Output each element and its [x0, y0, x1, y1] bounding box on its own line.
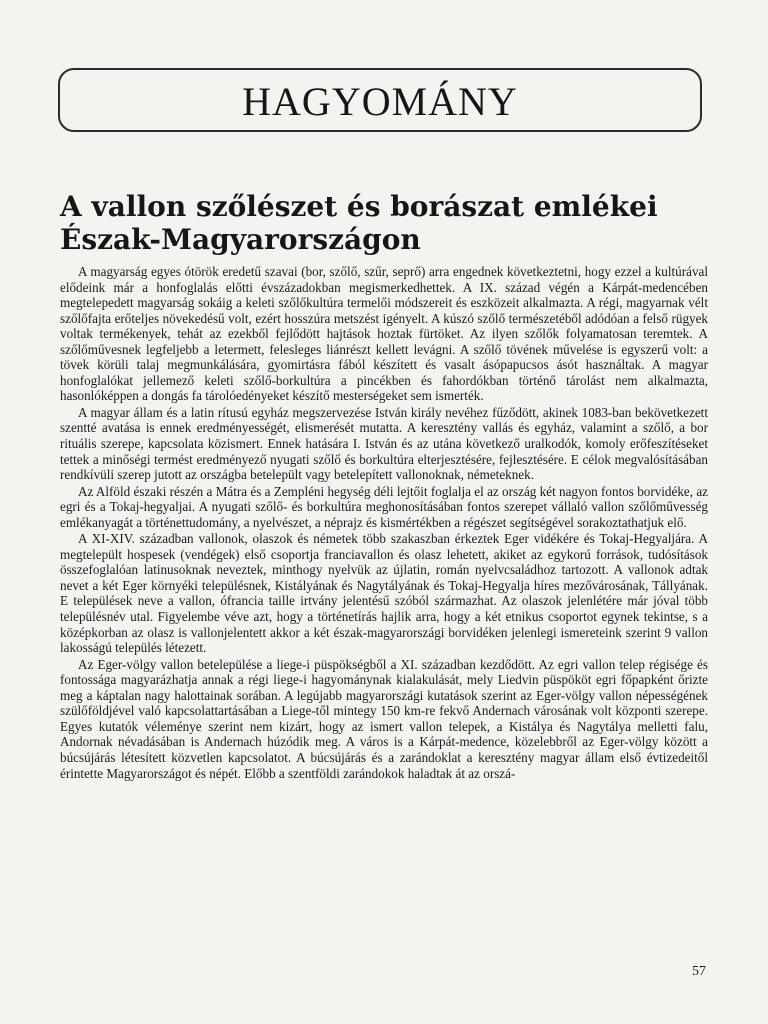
article-title: A vallon szőlészet és borászat emlékei Észak-Magyarországon	[60, 190, 658, 256]
section-title: HAGYOMÁNY	[242, 78, 518, 124]
page-number: 57	[692, 964, 706, 979]
paragraph-2: A magyar állam és a latin rítusú egyház megszervezése István király nevéhez fűződött, akinek 1083-ban bekövetkezett szentté avatása is ennek eredményességét, elismerését mutatta. A keresztény vallás és egyház, valamint a szőlő, a bor rituális szerepe, kapcsolata közismert. Ennek hatására I. István és az utána következő uralkodók, komoly erőfeszítéseket tettek a minőségi termést eredményező nyugati szőlő és borkultúra elterjesztésére, fejlesztésére. E célok megvalósításában rendkívüli szerep jutott az országba betelepült vagy betelepített vallonoknak, németeknek.	[60, 404, 708, 483]
paragraph-1: A magyarság egyes ótörök eredetű szavai (bor, szőlő, szűr, seprő) arra engednek következtetni, hogy ezzel a kultúrával elődeink már a honfoglalás előtti évszázadokban megismerkedhettek. A IX. század végén a Kárpát-medencében megtelepedett magyarság sokáig a keleti szőlőkultúra termelői módszereit és eszközeit alkalmazta. A régi, magyarnak vélt szőlőfajta erőteljes növekedésű volt, ezért hosszúra metszést igényelt. A kúszó szőlő természetéből adódóan a felső rügyek voltak termékenyek, tehát az ezekből fejlődött hajtások hoztak fürtöket. Az ilyen szőlők folyamatosan teremtek. A szőlőművesnek legfeljebb a letermett, felesleges liánrészt kellett levágni. A szőlő tövének művelése is egyszerű volt: a tövek körüli talaj megmunkálására, gyomirtásra fából készített és vasalt ásópapucsos ásót használtak. A magyar honfoglalókat jellemező keleti szőlő-borkultúra a pincékben és fahordókban történő tárolást nem alkalmazta, hasonlóképpen a dongás fa tárolóedényeket készítő mesterségeket sem ismerték.	[60, 264, 708, 404]
article-body	[60, 264, 708, 782]
section-header-frame	[58, 68, 702, 132]
paragraph-3: Az Alföld északi részén a Mátra és a Zempléni hegység déli lejtőit foglalja el az ország két nagyon fontos borvidéke, az egri és a Tokaj-hegyaljai. A nyugati szőlő- és borkultúra meghonosításában fontos szerepet vállaló vallon szőlőművesség emlékanyagát a történettudomány, a nyelvészet, a néprajz és kismértékben a régészet segítségével sorakoztathatjuk elő.	[60, 483, 708, 530]
paragraph-5: Az Eger-völgy vallon betelepülése a liege-i püspökségből a XI. században kezdődött. Az egri vallon telep régisége és fontossága magyarázhatja annak a régi liege-i hagyománynak kialakulását, mely Liedvin püspököt egri főpapként őrizte meg a káptalan nagy halottainak sorában. A legújabb magyarországi kutatások szerint az Eger-völgy vallon népességének szülőföldjével való kapcsolattartásában a Liege-től mintegy 150 km-re fekvő Andernach városának volt központi szerepe. Egyes kutatók véleménye szerint nem kizárt, hogy az ismert vallon telepek, a Kistálya és Nagytálya melletti falu, Andornak névadásában is Andernach húzódik meg. A város is a Kárpát-medence, közelebbről az Eger-völgy között a búcsújárás létesített közvetlen kapcsolatot. A búcsújárás és a zarándoklat a keresztény magyar állam első évtizedeitől érintette Magyarországot és népét. Előbb a szentföldi zarándokok haladtak át az orszá-	[60, 656, 708, 781]
paragraph-4: A XI-XIV. században vallonok, olaszok és németek több szakaszban érkeztek Eger vidékére és Tokaj-Hegyaljára. A megtelepült hospesek (vendégek) első csoportja franciavallon és olasz lehetett, akiket az egykorú források, tudósítások összefoglalóan latinusoknak neveztek, minthogy nyelvük az újlatin, román nyelvcsaládhoz tartozott. A vallonok adtak nevet a két Eger környéki településnek, Kistályának és Nagytályának és Tokaj-Hegyalja híres mezővárosának, Tállyának. E települések neve a vallon, ófrancia taille irtvány jelentésű szóból származhat. Az olaszok jelenlétére már jóval több településnév utal. Figyelembe véve azt, hogy a történetírás hajlik arra, hogy a két etnikus csoportot egynek tekintse, s a középkorban az olasz is vallonjelentett akkor a két észak-magyarországi borvidéken jelenlegi ismereteink szerint 9 vallon lakosságú település létezett.	[60, 531, 708, 656]
